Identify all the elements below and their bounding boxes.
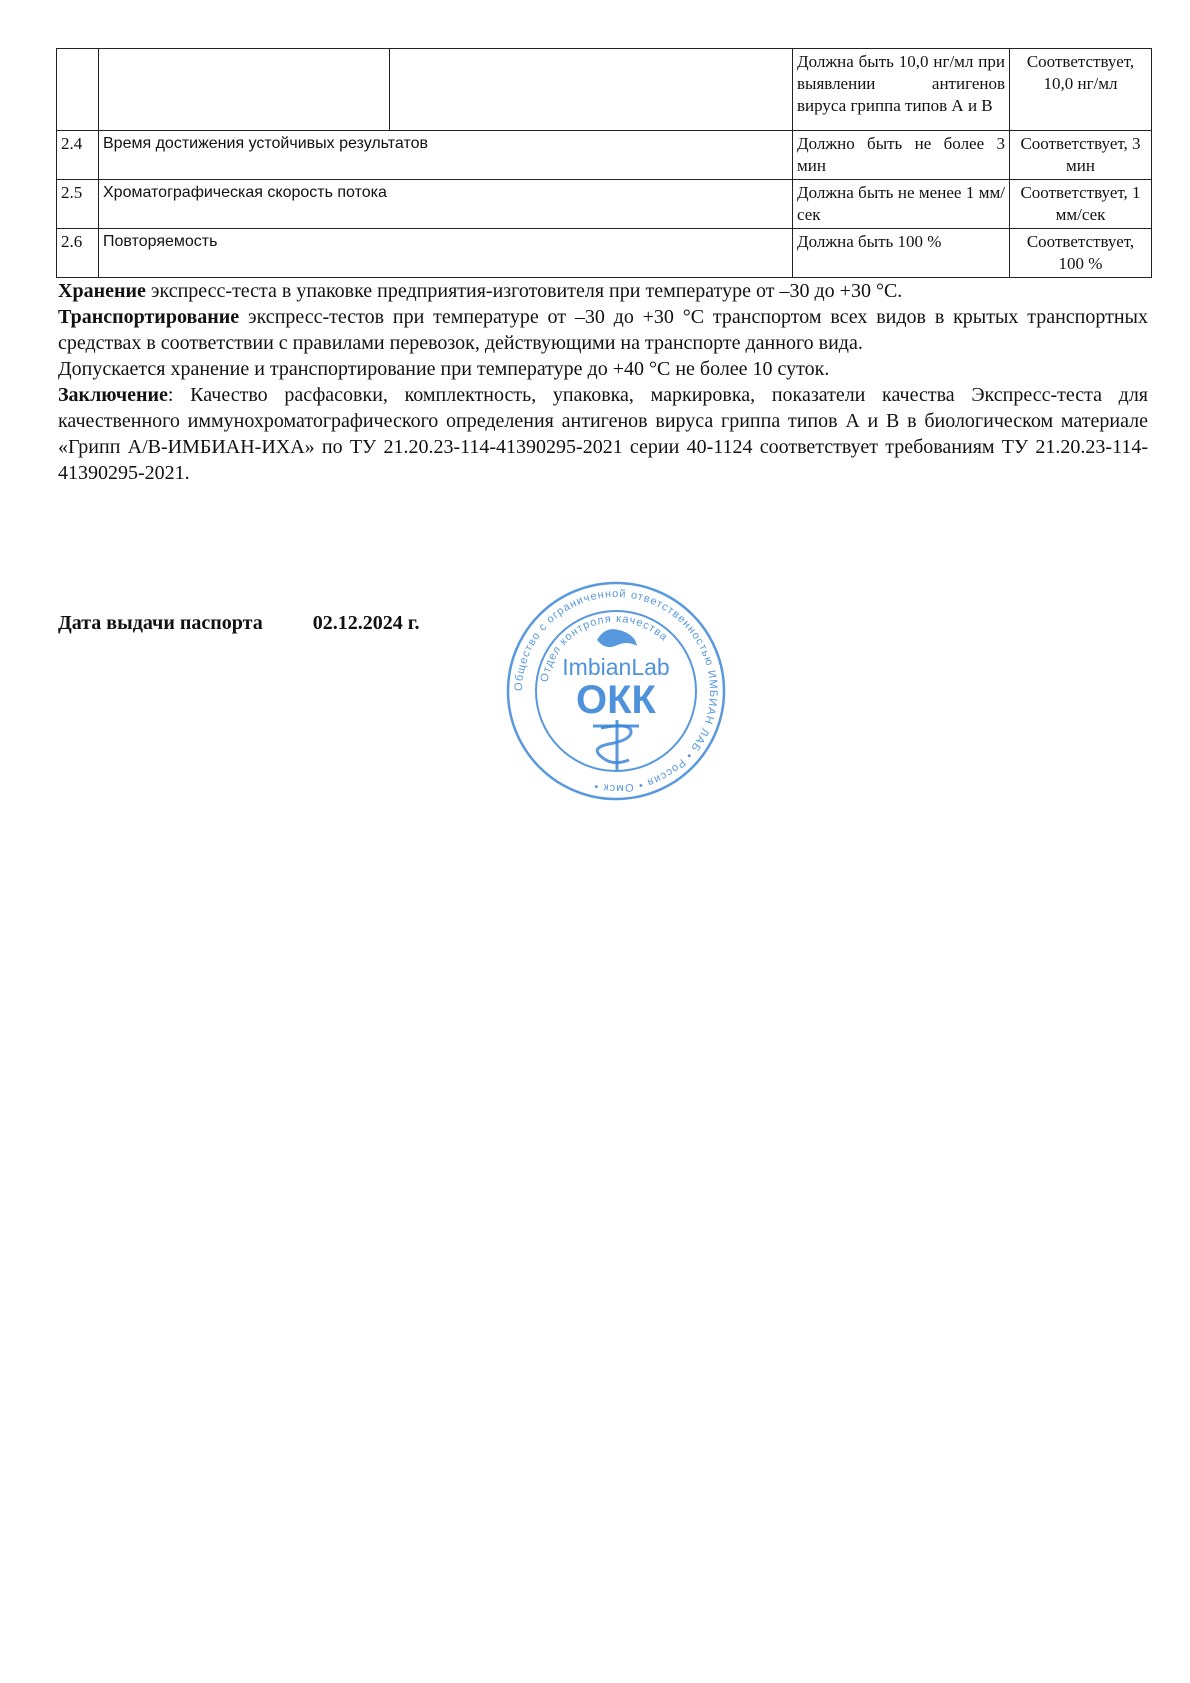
storage-paragraph: [58, 278, 1148, 304]
transport-text: экспресс-тестов при температуре от –30 до +30 °С транспортом всех видов в крытых транспортных средствах в соответствии с правилами перевозок, действующими на транспорте данного вида.: [58, 306, 1148, 354]
spec-table: [56, 48, 1152, 278]
table-row: [57, 180, 1152, 229]
storage-text: экспресс-теста в упаковке предприятия-изготовителя при температуре от –30 до +30 °С.: [145, 280, 903, 302]
row-extra: [390, 49, 793, 131]
row-number: 2.6: [57, 229, 99, 278]
allowed-paragraph: Допускается хранение и транспортирование при температуре до +40 °С не более 10 суток.: [58, 358, 830, 380]
row-requirement: Должна быть 10,0 нг/мл при выявлении антигенов вируса гриппа типов А и В: [793, 49, 1010, 131]
caduceus-icon: [593, 720, 639, 770]
transport-label: Транспортирование: [58, 306, 240, 328]
row-requirement: Должна быть 100 %: [793, 229, 1010, 278]
row-name: Время достижения устойчивых результатов: [99, 131, 793, 180]
row-result: Соответствует, 10,0 нг/мл: [1010, 49, 1152, 131]
conclusion-label: Заключение: [58, 384, 168, 406]
row-name: Повторяемость: [99, 229, 793, 278]
stamp-outer-text: Общество с ограниченной ответственностью ИМБИАН ЛАБ • Россия • Омск •: [512, 587, 720, 795]
stamp-inner-text: Отдел контроля качества: [538, 612, 671, 683]
row-requirement: Должна быть не менее 1 мм/сек: [793, 180, 1010, 229]
body-text: [58, 278, 1148, 486]
conclusion-text: : Качество расфасовки, комплектность, упаковка, маркировка, показатели качества Экспресс-теста для качественного иммунохроматографического определения антигенов вируса гриппа типов А и В в биологическом материале «Грипп А/В-ИМБИАН-ИХА» по ТУ 21.20.23-114-41390295-2021 серии 40-1124 соответствует требованиям ТУ 21.20.23-114-41390295-2021.: [58, 384, 1148, 484]
stamp-code: ОКК: [576, 678, 656, 722]
row-name: Хроматографическая скорость потока: [99, 180, 793, 229]
quality-control-stamp: [505, 580, 727, 802]
issue-date-line: [58, 612, 420, 635]
conclusion-paragraph: [58, 382, 1148, 486]
logo-icon: [597, 629, 637, 647]
storage-label: Хранение: [58, 280, 146, 302]
stamp-brand: ImbianLab: [562, 654, 670, 680]
issue-date-value: 02.12.2024 г.: [312, 612, 420, 634]
table-row: [57, 229, 1152, 278]
table-row: [57, 131, 1152, 180]
transport-paragraph: [58, 304, 1148, 356]
issue-date-label: Дата выдачи паспорта: [58, 612, 263, 634]
row-number: 2.5: [57, 180, 99, 229]
row-number: 2.4: [57, 131, 99, 180]
row-name: [99, 49, 390, 131]
row-requirement: Должно быть не более 3 мин: [793, 131, 1010, 180]
row-result: Соответствует, 1 мм/сек: [1010, 180, 1152, 229]
row-number: [57, 49, 99, 131]
row-result: Соответствует, 3 мин: [1010, 131, 1152, 180]
row-result: Соответствует, 100 %: [1010, 229, 1152, 278]
table-row: [57, 49, 1152, 131]
